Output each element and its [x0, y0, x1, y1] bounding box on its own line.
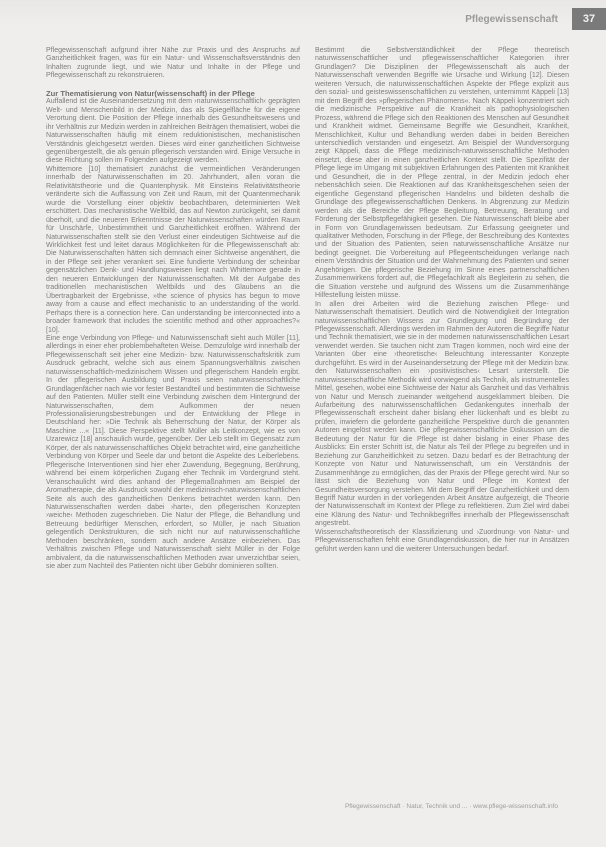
body-paragraph: Auffallend ist die Auseinandersetzung mit dem ›naturwissenschaftlich‹ geprägten Welt- und Menschenbild in der Medizin, das als Spiegelfläche für die eigene Verortung dient. Die Position der Pflege innerhalb des Gesundheitswesens und ihr Verhältnis zur Medizin werden in zahlreichen Beiträgen thematisiert, wobei die Naturwissenschaften häufig mit einem reduktionistischen, mechanistischen Verständnis gleichgesetzt werden. Dieses wird einer ganzheitlichen Sichtweise gegenübergestellt, die als genuin pflegerisch verstanden wird. Einige Versuche in diese Richtung sollen im Folgenden aufgezeigt werden. — [46, 98, 300, 165]
right-column — [315, 47, 569, 554]
body-paragraph: Wissenschaftstheoretisch der Klassifizierung und ›Zuordnung‹ von Natur- und Pflegewissenschaften fehlt eine Grundlagendiskussion, die hier nur in Ansätzen geführt werden kann und die weiterer Untersuchungen bedarf. — [315, 528, 569, 553]
body-paragraph: Bestimmt die Selbstverständlichkeit der Pflege theoretisch naturwissenschaftlicher und pflegewissenschaftlicher Kategorien ihrer Grundlagen? Die Disziplinen der Pflegewissenschaft als auch der Naturwissenschaft verwenden Begriffe wie Ursache und Wirkung [12]. Diesen weiteren Versuch, die naturwissenschaftlichen Aspekte der Pflege explizit aus den sozial- und geisteswissenschaftlichen zu verstehen, unternimmt Käppeli [13] mit dem Begriff des »pflegerischen Phänomens«. Nach Käppeli konzentriert sich die medizinische Perspektive auf die Krankheit als pathophysiologischen Prozess, während die Pflege sich den Reaktionen des Menschen auf Gesundheit und Krankheit widmet. Gemeinsame Begriffe wie Gesundheit, Krankheit, Menschlichkeit, Kultur und Behandlung werden dabei in beiden Bereichen unterschiedlich verstanden und eingesetzt. Am Beispiel der Wundversorgung zeigt Käppeli, dass die Pflege medizinisch-naturwissenschaftliche Methoden einsetzt, diese aber in einen ganzheitlichen Kontext stellt. Die Spezifität der Pflege liege im Umgang mit subjektiven Erfahrungen des Patienten mit Krankheit und Gesundheit, die in der Pflege zentral, in der Medizin jedoch eher nebensächlich seien. Die Reaktionen auf das Krankheitsgeschehen seien der eigentliche Gegenstand pflegerischen Handelns und bildeten deshalb die Grundlage des pflegewissenschaftlichen Denkens. In Abgrenzung zur Medizin werden als die Bereiche der Pflege Begleitung, Betreuung, Beratung und Förderung der Selbstpflegefähigkeit gesehen. Die Naturwissenschaft bleibe aber in Form von Grundlagenwissen bedeutsam. Zur Erfassung geeigneter und qualitativer Methoden, Forschung in der Pflege, der Beschreibung des Kontextes und der Situation des Patienten, seien naturwissenschaftliche Ansätze nur bedingt geeignet. Die Vorbereitung auf Pflegeentscheidungen verlange nach einem Verständnis der Situation und der Wahrnehmung des Patienten und seiner Angehörigen. Die pflegerische Beziehung im Sinne eines partnerschaftlichen Zusammenwirkens fordert auf, die Pflegefachkraft als Begleiterin zu sehen, die die Situation verstehe und aufgrund des Wissens um die Zusammenhänge Hilfestellung leisten müsse. — [315, 47, 569, 300]
left-column — [46, 47, 300, 572]
intro-paragraph: Pflegewissenschaft aufgrund ihrer Nähe zur Praxis und des Anspruchs auf Ganzheitlichkeit fragen, was für ein Natur- und Wissenschaftsverständnis den Inhalten zugrunde liegt, und wie Natur und Inhalte in der Pflege und Pflegewissenschaft zu rekonstruieren. — [46, 47, 300, 80]
body-paragraph: In allen drei Arbeiten wird die Beziehung zwischen Pflege- und Naturwissenschaft thematisiert. Deutlich wird die Notwendigkeit der Integration naturwissenschaftlichen Wissens zur Grundlegung und Begründung der Pflegewissenschaft. Allerdings werden im Rahmen der Autoren die Begriffe Natur und Technik thematisiert, wie sie in der modernen naturwissenschaftlichen Lesart verwendet werden. Sie tauchen nicht zum Tragen kommen, noch wird eine der Varianten über eine ›theoretische‹ Beleuchtung interessanter Konzepte durchgeführt. Es wird in der Auseinandersetzung der Pflege mit der Medizin bzw. den Naturwissenschaften ein ›positivistisches‹ Lesart unterstellt. Die naturwissenschaftliche Methodik wird vorwiegend als Technik, als instrumentelles Mittel, gesehen, wobei eine Sichtweise der Natur als Ganzheit und das Verhältnis von Natur und Mensch zueinander weitgehend ausgeklammert bleiben. Die Aufarbeitung des naturwissenschaftlichen Gedankengutes innerhalb der Pflegewissenschaft erscheint daher bislang eher lückenhaft und es bleibt zu prüfen, inwiefern die geforderte ganzheitliche Perspektive durch die genannten Autoren eingelöst werden kann. Die pflegewissenschaftliche Diskussion um die Bedeutung der Natur für die Pflege ist daher bislang in einer Phase des Ausblicks: Ein erster Schritt ist, die Natur als Teil der Pflege zu begreifen und in Beziehung zur Ganzheitlichkeit zu setzen. Dazu bedarf es der Betrachtung der Konzepte von Natur und Naturwissenschaft, um ein Verständnis der Zusammenhänge zu ermöglichen, das der Praxis der Pflege gerecht wird. Nur so lässt sich die Beziehung von Natur und Pflege im Kontext der Gesundheitsversorgung verstehen. Mit dem Begriff der Ganzheitlichkeit und dem Begriff Natur wurden in der vorliegenden Arbeit Ansätze aufgezeigt, die Theorie der Naturwissenschaft im Kontext der Pflege zu reflektieren. Zum Ziel wird dabei eine Klärung des Natur- und Technikbegriffes innerhalb der Pflegewissenschaft angestrebt. — [315, 300, 569, 528]
page-number: 37 — [572, 8, 606, 30]
body-paragraph: Eine enge Verbindung von Pflege- und Naturwissenschaft sieht auch Müller [11], allerdings in einer eher problembehafteten Weise. Demzufolge wird innerhalb der Pflegewissenschaft seit jeher eine Medizin- bzw. Naturwissenschaftskritik zum Ausdruck gebracht, welche sich aus einem Spannungsverhältnis zwischen naturwissenschaftlich-medizinischem Wissen und pflegerischem Handeln ergibt. In der pflegerischen Ausbildung und Praxis seien naturwissenschaftliche Grundlagenfächer nach wie vor fester Bestandteil und bestimmten die Sichtweise auf den Patienten. Müller stellt eine Verbindung zwischen dem Hintergrund der Naturwissenschaften, dem Aufkommen der neuen Professionalisierungsbestrebungen und der Entwicklung der Pflege in Deutschland her: »Die Technik als Beherrschung der Natur, der Körper als Maschine ...« [11]. Diese Perspektive stellt Müller als Leitkonzept, wie es von Uzarewicz [18] anschaulich wurde, gegenüber. Der Leib stellt im Gegensatz zum Körper, der als naturwissenschaftliches Objekt betrachtet wird, eine ganzheitliche Verbindung von Körper und Seele dar und betont die Aspekte des Leiberlebens. Pflegerische Interventionen sind hier eher Zuwendung, Begegnung, Berührung, während bei einem körperlichen Zugang eher Technik im Vordergrund steht. Veranschaulicht wird dies anhand der Pflegemaßnahmen am Beispiel der Aromatherapie, die als Ausdruck sowohl der medizinisch-naturwissenschaftlichen Seite als auch des ganzheitlichen Denkens betrachtet werden kann. Den Naturwissenschaften werden dabei ›harte‹, den pflegerischen Konzepten ›weiche‹ Methoden zugeschrieben. Die Natur der Pflege, die Behandlung und Betreuung bedürftiger Menschen, erfordert, so Müller, je nach Situation gelegentlich Denkstrukturen, die sich nicht nur auf naturwissenschaftliche Methoden beschränken, sondern auch andere Ansätze einbeziehen. Das Verhältnis zwischen Pflege und Naturwissenschaft sieht Müller in der Folge ambivalent, da die naturwissenschaftlichen Methoden zwar unverzichtbar seien, sie aber zum Nachteil des Patienten nicht über Gebühr dominieren sollten. — [46, 334, 300, 571]
section-heading: Zur Thematisierung von Natur(wissenschaft) in der Pflege — [46, 88, 255, 98]
body-paragraph: Whittemore [10] thematisiert zunächst die vermeintlichen Veränderungen innerhalb der Naturwissenschaften im 20. Jahrhundert, allen voran die Relativitätstheorie und die Quantenphysik. Mit Einsteins Relativitätstheorie veränderte sich die Auffassung von Zeit und Raum, mit der Quantenmechanik wurde die Vorstellung einer objektiv beobachtbaren, determinierten Welt erschüttert. Das mechanistische Weltbild, das auf Newton zurückgeht, sei damit überholt, und die neueren Erkenntnisse der Naturwissenschaften würden Raum für Unschärfe, Unbestimmtheit und Ganzheitlichkeit eröffnen. Während der Naturwissenschaften stellt sie den Verlust einer eindeutigen Sichtweise auf die Wirklichkeit fest und leitet daraus Möglichkeiten für die Pflegewissenschaft ab: Die Naturwissenschaften hätten sich demnach einer Sichtweise angenähert, die in der Pflege seit jeher verankert sei. Eine fundierte Verbindung der scheinbar gegensätzlichen Denk- und Handlungsweisen liegt nach Whittemore gerade in den neueren Entwicklungen der Naturwissenschaften. Mit der Aufgabe des traditionellen mechanistischen Weltbilds und des Glaubens an die Übertragbarkeit der Ergebnisse, »the science of physics has begun to move away from a cause and effect mechanistic to an understanding of the world. Perhaps there is a connection here. Can understanding be interconnected into a broader framework that includes the scientific method and other approaches?« [10]. — [46, 165, 300, 334]
page-footer: Pflegewissenschaft · Natur, Technik und ... · www.pflege-wissenschaft.info — [344, 803, 558, 810]
running-header: Pflegewissenschaft — [465, 14, 558, 25]
